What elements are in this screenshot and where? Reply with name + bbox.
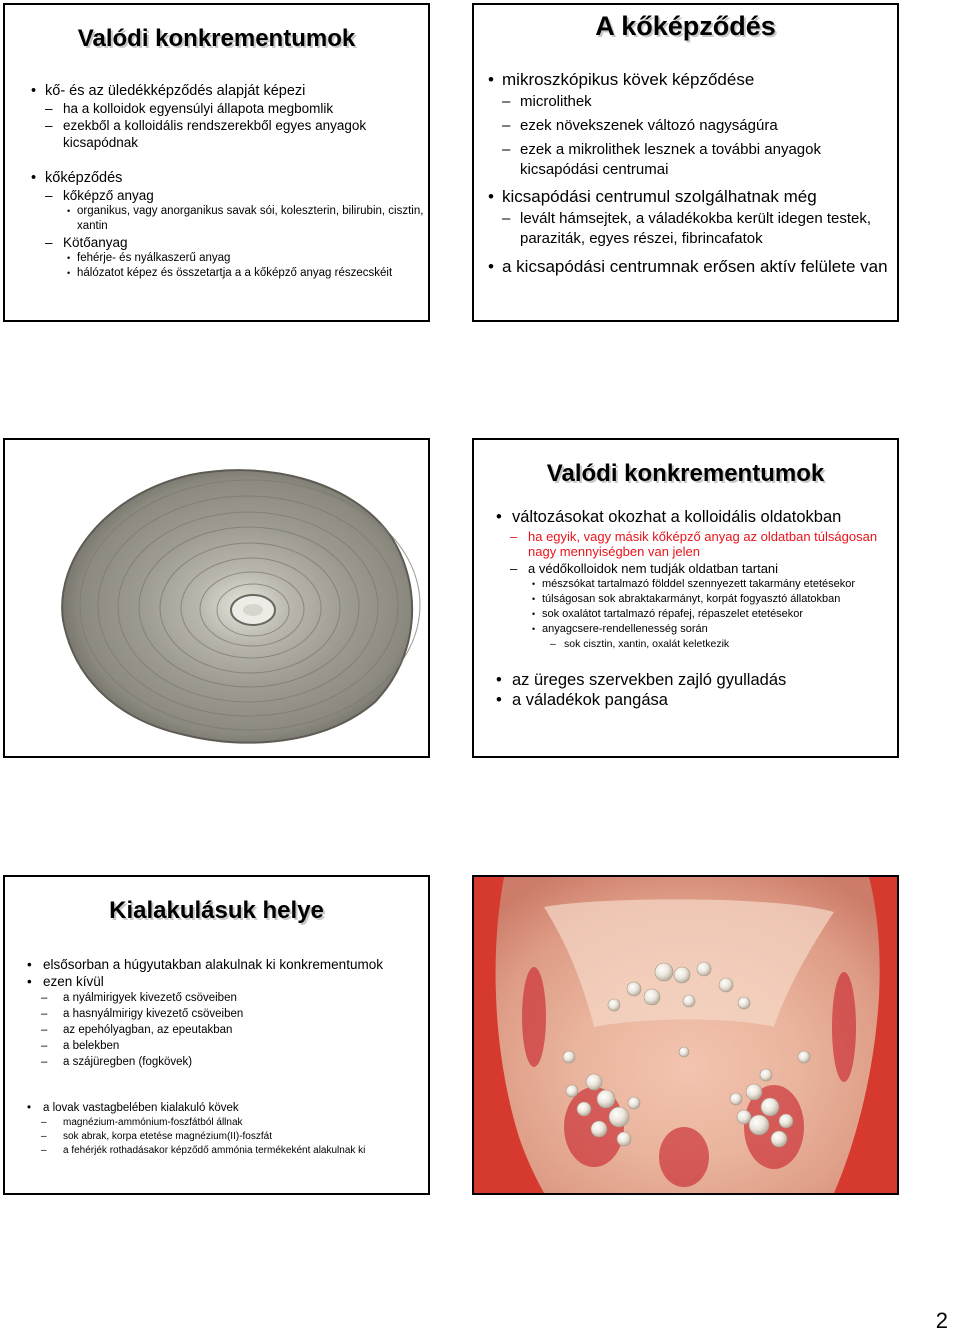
bullet: • ezen kívül <box>27 974 427 990</box>
bullet: • mikroszkópikus kövek képződése <box>488 69 893 90</box>
slide-title: Valódi konkrementumok <box>546 460 825 487</box>
slide-valodi-konkrementumok-1 <box>3 3 430 322</box>
slide-concretion-photo <box>3 438 430 758</box>
bullet: • kicsapódási centrumul szolgálhatnak még <box>488 186 893 207</box>
slide-valodi-konkrementumok-2 <box>472 438 899 758</box>
sub-bullet: – a védőkolloidok nem tudják oldatban tartani <box>496 561 891 576</box>
sub-bullet: – sok abrak, korpa etetése magnézium(II)-foszfát <box>27 1130 427 1144</box>
bullet: • kőképződés <box>31 170 427 187</box>
bullet: • változásokat okozhat a kolloidális oldatokban <box>496 508 891 527</box>
sub-sub-bullet: • sok oxalátot tartalmazó répafej, répaszelet etetésekor <box>496 608 891 621</box>
bullet: • az üreges szervekben zajló gyulladás <box>496 671 891 690</box>
slide-kialakulasuk-helye <box>3 875 430 1195</box>
sub-bullet: – a fehérjék rothadásakor képződő ammónia termékeként alakulnak ki <box>27 1144 427 1158</box>
sub-sub-bullet: • organikus, vagy anorganikus savak sói, koleszterin, bilirubin, cisztin, xantin <box>31 204 427 234</box>
sub-bullet: – az epehólyagban, az epeutakban <box>27 1022 427 1038</box>
concretion-cross-section-image <box>5 440 428 756</box>
sub-bullet: – a szájüregben (fogkövek) <box>27 1054 427 1070</box>
slide-title: A kőképződés <box>595 11 776 41</box>
sub-sub-bullet: • mészsókat tartalmazó földdel szennyezett takarmány etetésekor <box>496 578 891 591</box>
sub-bullet: – ha a kolloidok egyensúlyi állapota megbomlik <box>31 100 427 117</box>
sub-bullet: – a belekben <box>27 1038 427 1054</box>
slide-title: Valódi konkrementumok <box>77 25 356 52</box>
sub-sub-bullet: • túlságosan sok abraktakarmányt, korpát fogyasztó állatokban <box>496 593 891 606</box>
sub-bullet-highlight: – ha egyik, vagy másik kőképző anyag az oldatban túlságosan nagy mennyiségben van jelen <box>496 529 891 559</box>
slide-kokepzodes <box>472 3 899 322</box>
sub-sub-bullet: • anyagcsere-rendellenesség során <box>496 623 891 636</box>
bullet: • kő- és az üledékképződés alapját képezi <box>31 83 427 100</box>
sub-sub-bullet: • hálózatot képez és összetartja a a kőképző anyag részecskéit <box>31 266 427 281</box>
bullet: • a lovak vastagbelében kialakuló kövek <box>27 1100 427 1116</box>
slide-bladder-stones-photo <box>472 875 899 1195</box>
sub-sub-bullet: • fehérje- és nyálkaszerű anyag <box>31 251 427 266</box>
bullet: • elsősorban a húgyutakban alakulnak ki konkrementumok <box>27 957 427 973</box>
bullet: • a kicsapódási centrumnak erősen aktív felülete van <box>488 255 893 278</box>
page-number: 2 <box>935 1308 948 1333</box>
bladder-stones-image <box>474 877 897 1193</box>
sub-bullet: – ezekből a kolloidális rendszerekből egyes anyagok kicsapódnak <box>31 117 427 151</box>
sub-bullet: – ezek a mikrolithek lesznek a további anyagok kicsapódási centrumai <box>488 140 893 180</box>
sub-bullet: – a nyálmirigyek kivezető csöveiben <box>27 990 427 1006</box>
slide-title: Kialakulásuk helye <box>109 897 324 924</box>
sub-bullet: – microlithek <box>488 92 893 112</box>
sub-bullet: – Kötőanyag <box>31 234 427 251</box>
sub-bullet: – magnézium-ammónium-foszfátból állnak <box>27 1116 427 1130</box>
sub-bullet: – ezek növekszenek változó nagyságúra <box>488 116 893 136</box>
sub-sub-sub-bullet: – sok cisztin, xantin, oxalát keletkezik <box>496 638 891 651</box>
sub-bullet: – a hasnyálmirigy kivezető csöveiben <box>27 1006 427 1022</box>
bullet: • a váladékok pangása <box>496 691 891 710</box>
sub-bullet: – kőképző anyag <box>31 187 427 204</box>
sub-bullet: – levált hámsejtek, a váladékokba került idegen testek, paraziták, egyes részei, fibrincafatok <box>488 209 893 249</box>
